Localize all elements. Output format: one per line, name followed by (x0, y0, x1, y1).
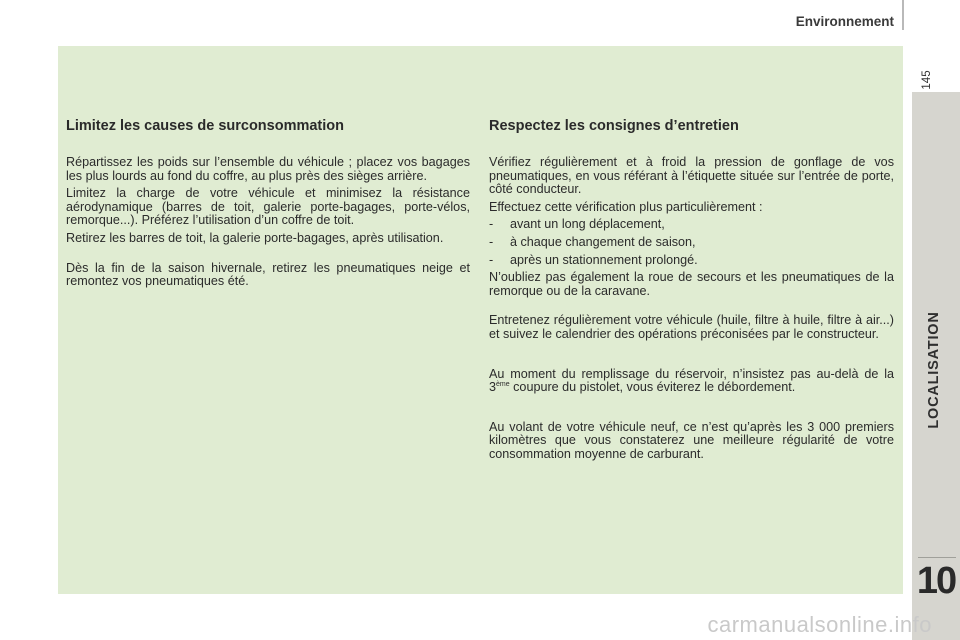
list-item-text: après un stationnement prolongé. (510, 252, 698, 267)
chapter-number: 10 (916, 560, 956, 602)
left-paragraph-4: Dès la fin de la saison hivernale, retirez les pneumatiques neige et remontez vos pneumatiques été. (66, 260, 470, 289)
right-paragraph-3: N’oubliez pas également la roue de secours et les pneumatiques de la remorque ou de la caravane. (489, 270, 894, 298)
page-number: 145 (921, 70, 933, 90)
left-paragraph-3: Retirez les barres de toit, la galerie porte-bagages, après utilisation. (66, 230, 444, 245)
list-item (489, 236, 894, 250)
list-item (489, 218, 894, 232)
section-title: Environnement (795, 14, 894, 29)
left-heading: Limitez les causes de surconsommation (66, 118, 345, 134)
right-paragraph-4: Entretenez régulièrement votre véhicule (huile, filtre à huile, filtre à air...) et suivez le calendrier des opérations préconisées par le constructeur. (489, 313, 894, 341)
right-paragraph-6: Au volant de votre véhicule neuf, ce n’est qu’après les 3 000 premiers kilomètres que vous constaterez une meilleure régularité de votre consommation moyenne de carburant. (489, 419, 894, 461)
right-paragraph-2: Effectuez cette vérification plus particulièrement : (489, 199, 763, 214)
right-paragraph-1: Vérifiez régulièrement et à froid la pression de gonflage de vos pneumatiques, en vous référant à l’étiquette située sur l’entrée de porte, côté conducteur. (489, 155, 894, 197)
list-item (489, 254, 894, 268)
list-item-text: avant un long déplacement, (510, 217, 665, 232)
right-heading: Respectez les consignes d’entretien (489, 118, 739, 134)
bullet-dash: - (489, 252, 494, 267)
p5-text-before: Au moment du remplissage du réservoir, n’insistez pas au-delà de la 3 (489, 366, 894, 395)
right-column (489, 118, 894, 466)
watermark: carmanualsonline.info (707, 612, 932, 637)
right-paragraph-5 (489, 368, 894, 395)
chapter-label: LOCALISATION (926, 311, 942, 429)
p5-text-after: coupure du pistolet, vous éviterez le débordement. (509, 380, 796, 395)
chapter-divider (918, 557, 956, 558)
list-item-text: à chaque changement de saison, (510, 234, 696, 249)
ordinal-superscript: ème (496, 381, 510, 389)
left-paragraph-2: Limitez la charge de votre véhicule et minimisez la résistance aérodynamique (barres de toit, galerie porte-bagages, porte-vélos, remorque...). Préférez l’utilisation d’un coffre de toit. (66, 186, 470, 228)
left-column (66, 118, 470, 293)
bullet-dash: - (489, 234, 494, 249)
left-paragraph-1: Répartissez les poids sur l’ensemble du véhicule ; placez vos bagages les plus lourds au fond du coffre, au plus près des sièges arrière. (66, 155, 470, 183)
bullet-dash: - (489, 217, 494, 232)
header-divider (902, 0, 904, 30)
